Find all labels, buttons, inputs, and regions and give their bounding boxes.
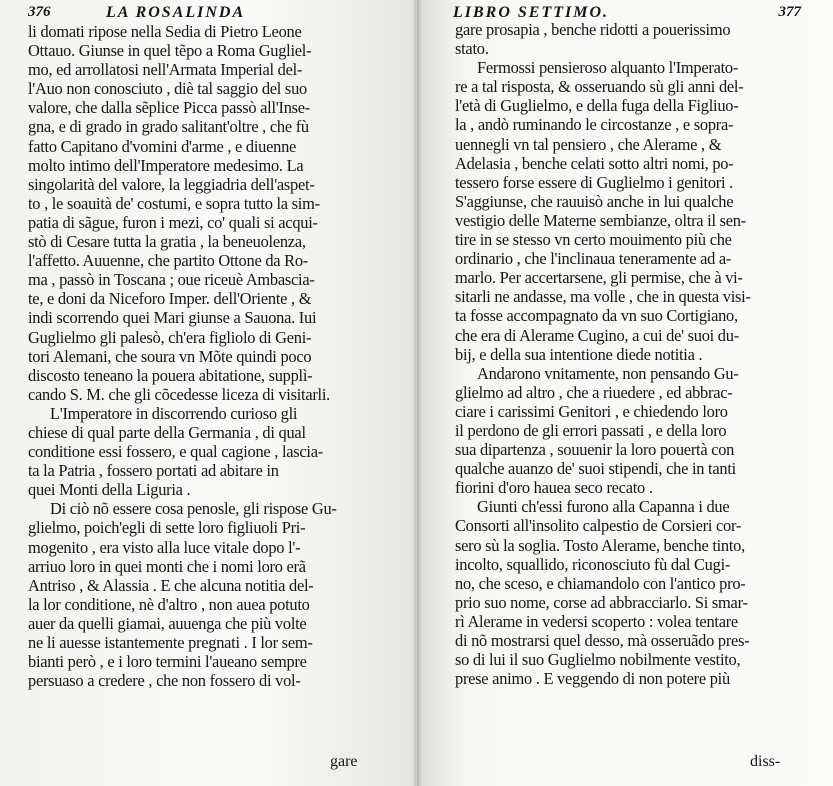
- text-line: Adelasia , benche celati sotto altri nomi, po-: [455, 153, 734, 173]
- text-line: che era di Alerame Cugino, a cui de' suoi du-: [455, 325, 739, 345]
- text-line: singolarità del valore, la leggiadria dell'aspet-: [28, 174, 315, 194]
- text-line: so di lui il suo Guglielmo nobilmente vestito,: [455, 650, 741, 670]
- right-page: [417, 0, 833, 786]
- text-line: Guglielmo gli palesò, ch'era figliolo di Geni-: [28, 327, 312, 347]
- text-line: valore, che dalla sẽplice Picca passò all'Inse-: [28, 98, 311, 118]
- text-line: te, e doni da Niceforo Imper. dell'Oriente , &: [28, 289, 312, 309]
- text-line: mo, ed arrollatosi nell'Armata Imperial del-: [28, 60, 303, 80]
- text-line: ta fosse accompagnato da vn suo Cortigiano,: [455, 306, 738, 326]
- right-catchword: diss-: [750, 753, 781, 770]
- text-line: stò di Cesare tutta la gratia , la beneuolenza,: [28, 232, 306, 252]
- text-line: bianti però , e i loro termini l'aueano sempre: [28, 652, 307, 672]
- text-line: ne li auesse istantemente pregnati . I lor sem-: [28, 633, 313, 652]
- text-line: ma , passò in Toscana ; oue riceuè Ambascia-: [28, 270, 315, 290]
- text-line: to , le soauità de' costumi, e sopra tutto la sim-: [28, 193, 320, 213]
- text-line: qualche auanzo de' suoi stipendi, che in tanti: [455, 459, 736, 479]
- text-line: il perdono de gli errori passati , e della loro: [455, 420, 727, 440]
- text-line: l'affetto. Auuenne, che partito Ottone da Ro-: [28, 251, 308, 271]
- text-line: glielmo ad altro , che a riuedere , ed abbrac-: [455, 382, 733, 402]
- text-line: re a tal risposta, & osseruando sù gli anni del-: [455, 77, 744, 97]
- text-line: ciare i carissimi Genitori , e chiedendo loro: [455, 401, 728, 421]
- right-running-head: LIBRO SETTIMO.: [453, 4, 610, 21]
- text-line: mogenito , era visto alla luce vitale dopo l'-: [28, 537, 301, 557]
- text-line: Ottauo. Giunse in quel tẽpo a Roma Gugliel-: [28, 41, 312, 61]
- text-line: gare prosapia , benche ridotti a pouerissimo: [455, 20, 731, 39]
- text-line: chiese di qual parte della Germania , di qual: [28, 422, 306, 442]
- text-line: glielmo, poich'egli di sette loro figliuoli Pri-: [28, 518, 306, 538]
- text-line: l'età di Guglielmo, e della fuga della Figliuo-: [455, 96, 739, 116]
- text-line: Antriso , & Alassia . E che alcuna notitia del-: [28, 575, 314, 595]
- text-line: la lor conditione, nè d'altro , non auea potuto: [28, 594, 310, 614]
- text-line: quei Monti della Liguria .: [28, 480, 191, 500]
- right-page-body: [455, 20, 819, 688]
- text-line: la , andò ruminando le circostanze , e sopra-: [455, 115, 734, 135]
- text-line: fatto Capitano d'vomini d'arme , e diuenne: [28, 136, 297, 156]
- text-line: sitarli ne andasse, ma volle , che in questa visi-: [455, 287, 751, 307]
- text-line: arriuo loro in quei monti che i nomi loro erã: [28, 556, 306, 576]
- text-line: tire in se stesso vn certo mouimento più che: [455, 230, 732, 250]
- text-line: di nõ mostrarsi quel desso, mà osseruãdo pres-: [455, 631, 750, 650]
- text-line: cando S. M. che gli cõcedesse liceza di visitarli.: [28, 384, 331, 404]
- text-line: S'aggiunse, che rauuisò anche in lui qualche: [455, 191, 734, 211]
- left-page-number: 376: [28, 4, 51, 20]
- text-line: persuaso a credere , che non fossero di vol-: [28, 671, 301, 691]
- text-line: gna, e di grado in grado salitant'oltre , che fù: [28, 117, 309, 137]
- text-line: Di ciò nõ essere cosa penosle, gli rispose Gu-: [50, 499, 337, 519]
- text-line: L'Imperatore in discorrendo curioso gli: [50, 403, 298, 423]
- text-line: li domati ripose nella Sedia di Pietro Leone: [28, 22, 302, 41]
- left-running-head: LA ROSALINDA: [106, 4, 246, 21]
- text-line: vestigio delle Materne sembianze, oltra il sen-: [455, 210, 746, 230]
- book-gutter: [412, 0, 422, 786]
- text-line: sua dipartenza , souuenir la loro pouertà con: [455, 440, 735, 460]
- text-line: conditione essi fossero, e qual cagione , lascia-: [28, 442, 323, 462]
- text-line: discosto teneano la pouera abitatione, supplì-: [28, 365, 313, 385]
- text-line: no, che sceso, e chiamandolo con l'antico pro-: [455, 573, 746, 593]
- text-line: Consorti all'insolito calpestio de Corsieri cor-: [455, 516, 742, 536]
- text-line: tessero forse essere di Guglielmo i genitori .: [455, 172, 733, 192]
- text-line: ta la Patria , fossero portati ad abitare in: [28, 461, 279, 481]
- left-catchword: gare: [330, 753, 358, 770]
- text-line: auer da quelli giamai, auuenga che più volte: [28, 613, 307, 633]
- text-line: Andarono vnitamente, non pensando Gu-: [477, 363, 739, 383]
- text-line: prio suo nome, corse ad abbracciarlo. Si smar-: [455, 592, 748, 612]
- text-line: tori Alemani, che soura vn Mõte quindi poco: [28, 346, 312, 366]
- text-line: sero sù la soglia. Tosto Alerame, benche tinto,: [455, 535, 745, 555]
- text-line: stato.: [455, 39, 489, 59]
- left-page: [0, 0, 416, 786]
- text-line: rì Alerame in vedersi scoperto : volea tentare: [455, 611, 738, 631]
- text-line: incolto, squallido, riconosciuto fù dal Cugi-: [455, 554, 731, 574]
- right-page-number: 377: [778, 4, 801, 20]
- text-line: molto intimo dell'Imperatore medesimo. La: [28, 155, 304, 175]
- text-line: uennegli vn tal pensiero , che Alerame , &: [455, 134, 722, 154]
- text-line: prese animo . E veggendo di non potere più: [455, 669, 730, 689]
- text-line: patia di sãgue, furon i mezi, co' quali si acqui-: [28, 212, 318, 232]
- text-line: fiorini d'oro hauea seco recato .: [455, 478, 653, 498]
- text-line: l'Auo non conosciuto , diè tal saggio del suo: [28, 79, 307, 99]
- text-line: Fermossi pensieroso alquanto l'Imperato-: [477, 58, 739, 78]
- text-line: Giunti ch'essi furono alla Capanna i due: [477, 497, 730, 517]
- text-line: ordinario , che l'inclinaua teneramente ad a-: [455, 249, 732, 269]
- left-page-body: [28, 22, 398, 690]
- text-line: indi scorrendo quei Mari giunse a Sauona. Iui: [28, 308, 317, 328]
- text-line: marlo. Per accertarsene, gli permise, che à vi-: [455, 268, 743, 288]
- text-line: bij, e della sua intentione diede notitia .: [455, 344, 703, 364]
